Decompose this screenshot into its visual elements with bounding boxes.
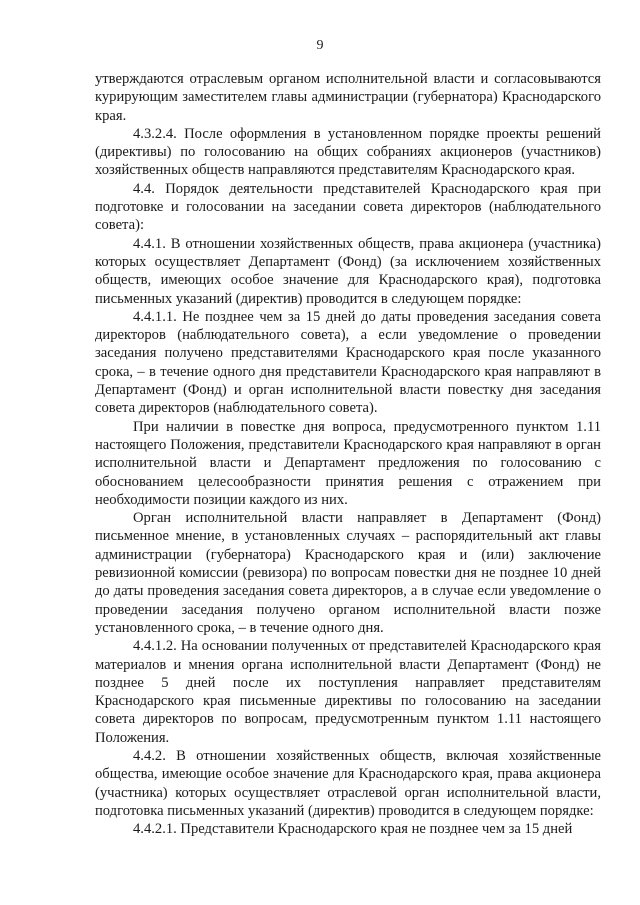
paragraph: 4.4.1.1. Не позднее чем за 15 дней до даты проведения заседания совета директоров (наблюдательного совета), а если уведомление о проведении заседания получено представителями Краснодарского края после указанного срока, – в течение одного дня представители Краснодарского края направляют в Департамент (Фонд) и орган исполнительной власти повестку дня заседания совета директоров (наблюдательного совета). [95, 308, 601, 417]
paragraph: Орган исполнительной власти направляет в Департамент (Фонд) письменное мнение, в установленных случаях – распорядительный акт главы администрации (губернатора) Краснодарского края и (или) заключение ревизионной комиссии (ревизора) по вопросам повестки дня не позднее 10 дней до даты проведения заседания совета директоров, а в случае если уведомление о проведении заседания получено органом исполнительной власти позже установленного срока, – в течение одного дня. [95, 510, 601, 636]
paragraph: 4.4.1. В отношении хозяйственных обществ, права акционера (участника) которых осуществляет Департамент (Фонд) (за исключением хозяйственных обществ, имеющих особое значение для Краснодарского края), подготовка письменных указаний (директив) проводится в следующем порядке: [95, 235, 601, 307]
document-body [95, 70, 601, 838]
paragraph: утверждаются отраслевым органом исполнительной власти и согласовываются курирующим заместителем главы администрации (губернатора) Краснодарского края. [95, 71, 601, 124]
paragraph: 4.3.2.4. После оформления в установленном порядке проекты решений (директивы) по голосованию на общих собраниях акционеров (участников) хозяйственных обществ направляются представителям Краснодарского края. [95, 125, 601, 179]
paragraph: 4.4.1.2. На основании полученных от представителей Краснодарского края материалов и мнения органа исполнительной власти Департамент (Фонд) не позднее 5 дней после их поступления направляет представителям Краснодарского края письменные директивы по голосованию на заседании совета директоров по вопросам, предусмотренным пунктом 1.11 настоящего Положения. [95, 638, 601, 746]
paragraph: 4.4.2.1. Представители Краснодарского края не позднее чем за 15 дней [133, 821, 573, 838]
paragraph: 4.4.2. В отношении хозяйственных обществ, включая хозяйственные общества, имеющие особое значение для Краснодарского края, права акционера (участника) которых осуществляет отраслевой орган исполнительной власти, подготовка письменных указаний (директив) проводится в следующем порядке: [95, 747, 601, 819]
paragraph: При наличии в повестке дня вопроса, предусмотренного пунктом 1.11 настоящего Положения, представители Краснодарского края направляют в орган исполнительной власти и Департамент предложения по голосованию с обоснованием целесообразности принятия решения с отражением при необходимости позиции каждого из них. [95, 418, 601, 508]
page-number: 9 [316, 38, 324, 53]
paragraph: 4.4. Порядок деятельности представителей Краснодарского края при подготовке и голосовании на заседании совета директоров (наблюдательного совета): [95, 180, 601, 234]
